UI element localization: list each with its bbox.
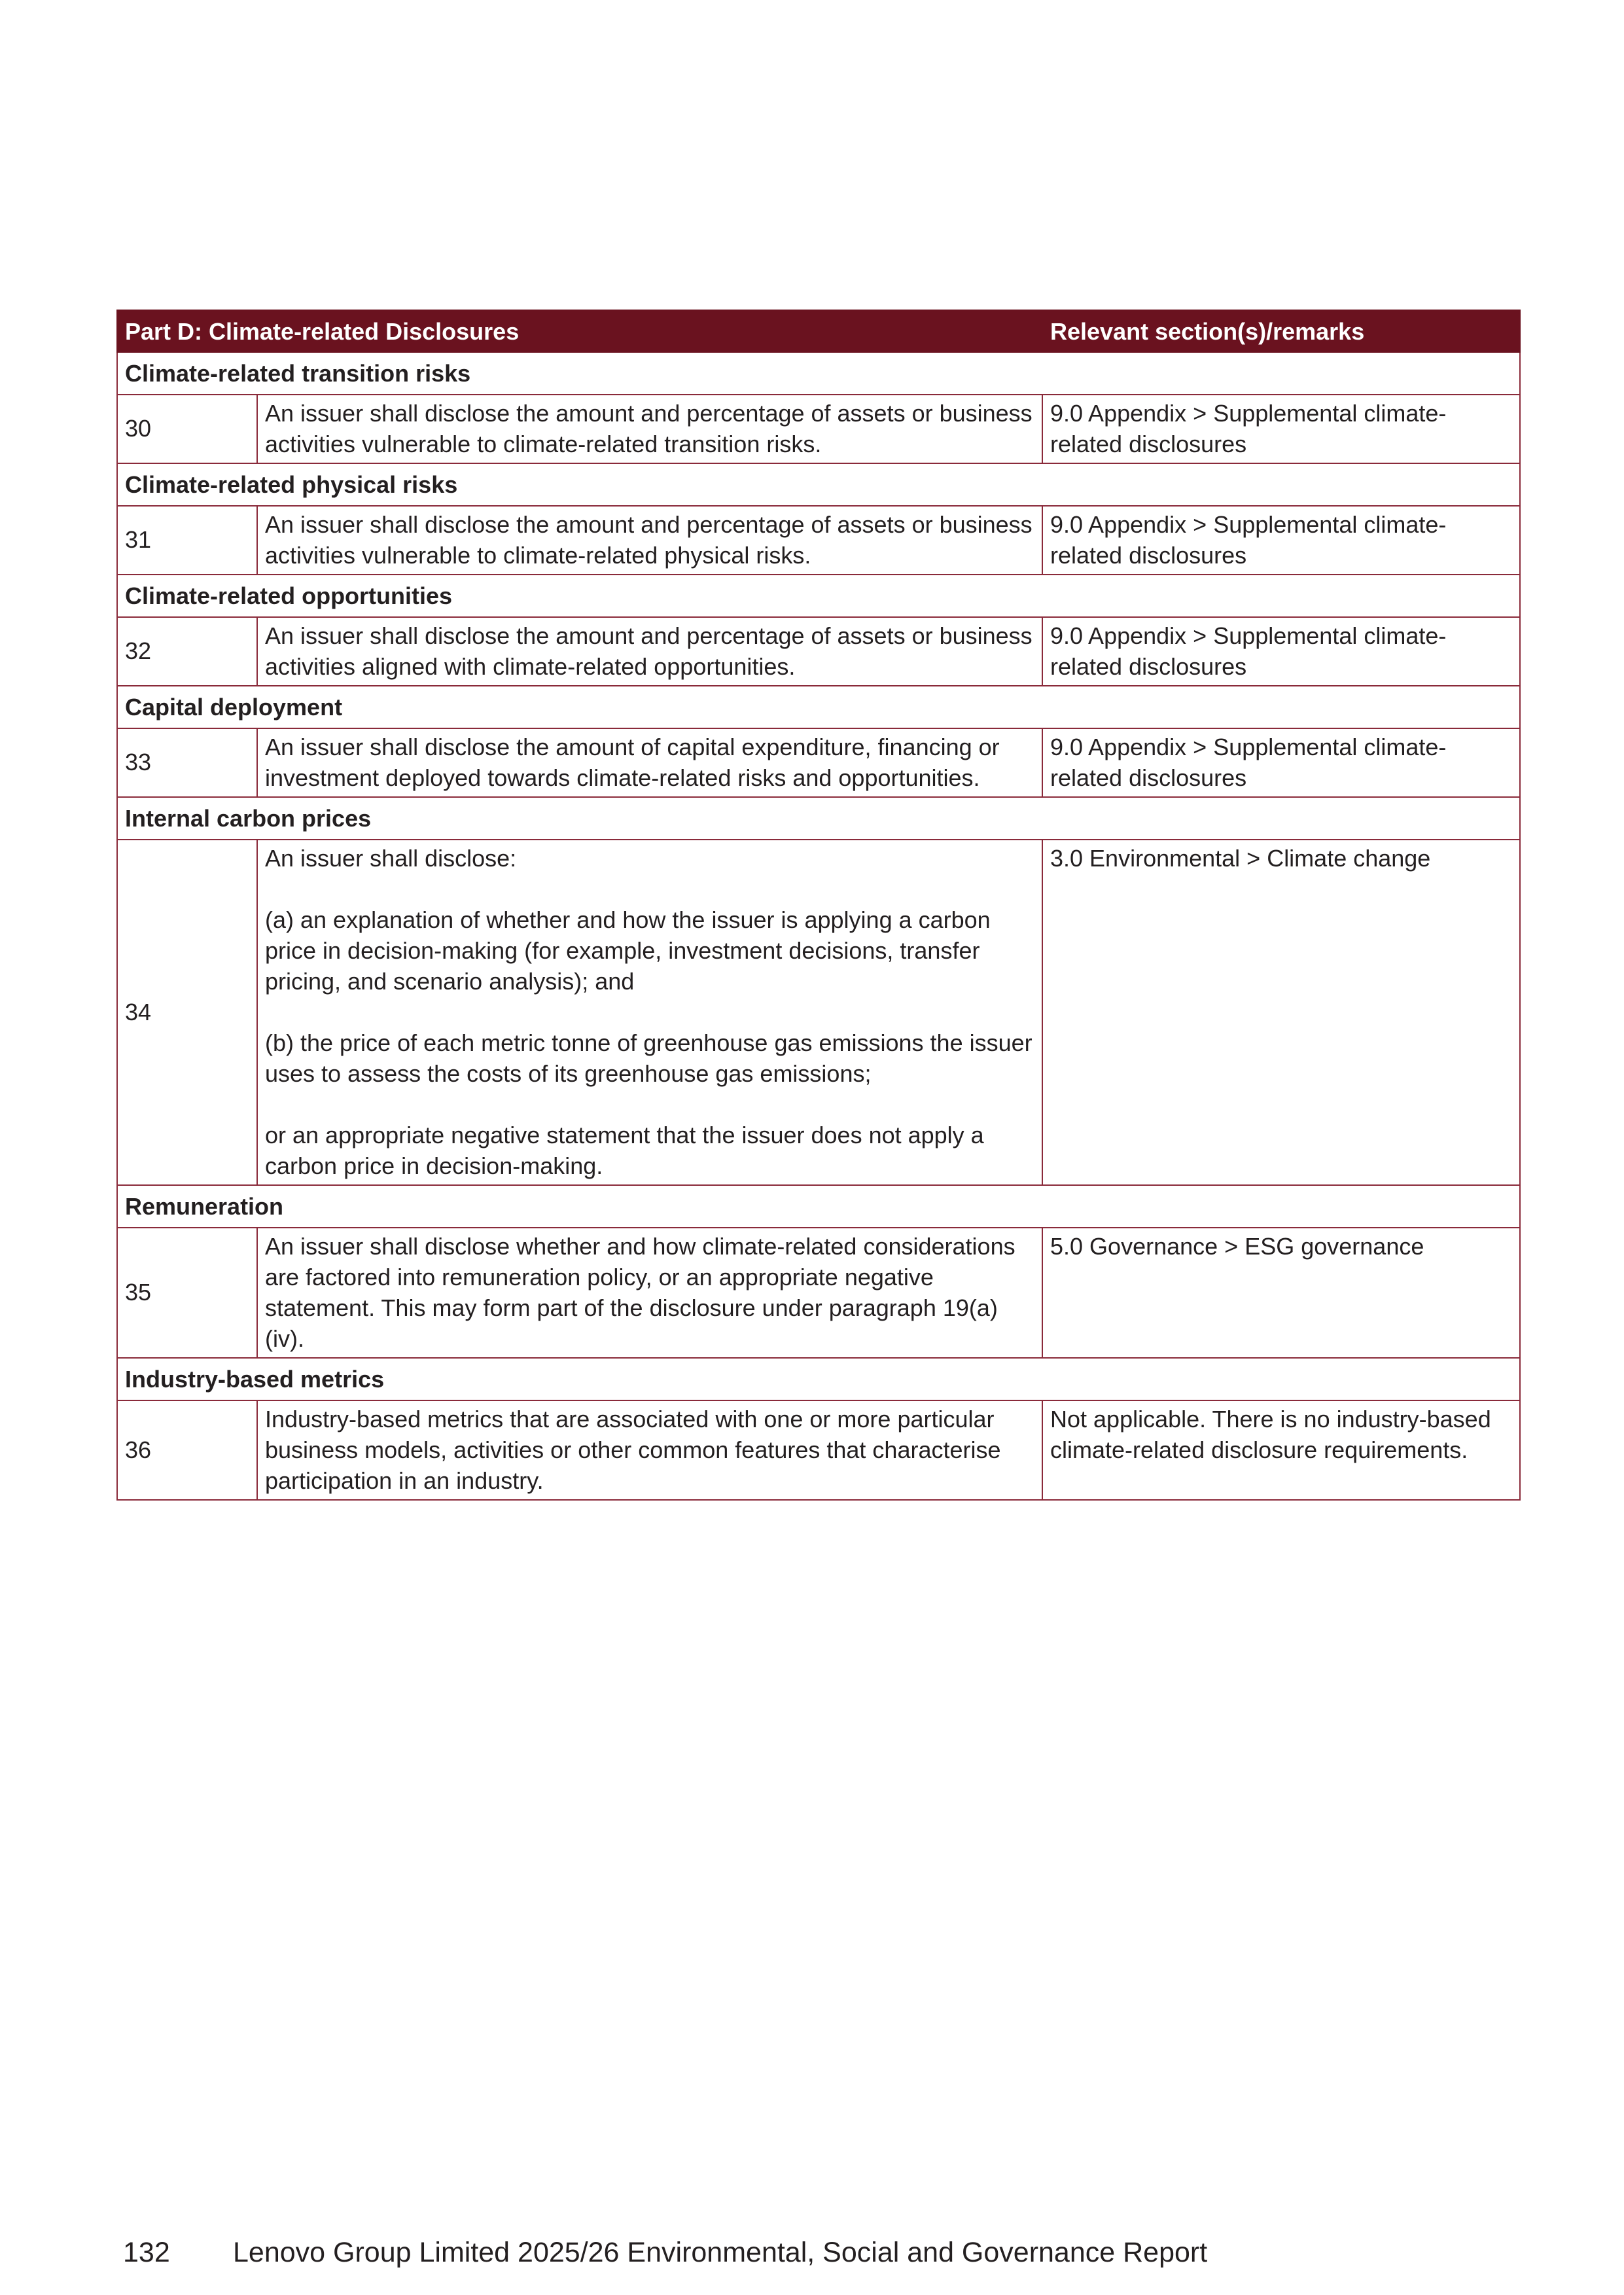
requirement-paragraph: Industry-based metrics that are associated with one or more particular business models, activities or other common features that characterise participation in an industry. xyxy=(265,1406,1001,1494)
disclosure-requirement xyxy=(257,1228,1042,1358)
disclosure-requirement xyxy=(257,617,1042,686)
relevant-section-remark: 9.0 Appendix > Supplemental climate-related disclosures xyxy=(1042,617,1520,686)
relevant-section-remark: 9.0 Appendix > Supplemental climate-related disclosures xyxy=(1042,395,1520,463)
requirement-paragraph: An issuer shall disclose the amount and percentage of assets or business activities vulnerable to climate-related transition risks. xyxy=(265,400,1033,457)
table-body xyxy=(117,352,1520,1500)
row-number: 31 xyxy=(117,506,257,575)
section-heading-row xyxy=(117,686,1520,728)
table-header-row xyxy=(117,310,1520,352)
section-heading-row xyxy=(117,1358,1520,1400)
disclosure-requirement xyxy=(257,728,1042,797)
relevant-section-remark: 5.0 Governance > ESG governance xyxy=(1042,1228,1520,1358)
table-row xyxy=(117,506,1520,575)
requirement-paragraph: An issuer shall disclose whether and how climate-related considerations are factored into remuneration policy, or an appropriate negative statement. This may form part of the disclosure under paragraph 19(a)(iv). xyxy=(265,1233,1015,1352)
report-title: Lenovo Group Limited 2025/26 Environmental, Social and Governance Report xyxy=(233,2237,1208,2268)
table-row xyxy=(117,728,1520,797)
requirement-paragraph: An issuer shall disclose the amount and percentage of assets or business activities aligned with climate-related opportunities. xyxy=(265,622,1033,680)
table-row xyxy=(117,395,1520,463)
section-heading-row xyxy=(117,1185,1520,1228)
relevant-section-remark: 3.0 Environmental > Climate change xyxy=(1042,840,1520,1185)
section-title: Remuneration xyxy=(117,1185,1520,1228)
row-number: 33 xyxy=(117,728,257,797)
section-heading-row xyxy=(117,575,1520,617)
disclosures-table xyxy=(116,310,1521,1501)
table-row xyxy=(117,617,1520,686)
disclosure-requirement xyxy=(257,840,1042,1185)
table-title: Part D: Climate-related Disclosures xyxy=(117,310,1042,352)
section-title: Internal carbon prices xyxy=(117,797,1520,840)
requirement-paragraph: (b) the price of each metric tonne of greenhouse gas emissions the issuer uses to assess the costs of its greenhouse gas emissions; xyxy=(265,1029,1033,1087)
row-number: 36 xyxy=(117,1400,257,1500)
disclosure-requirement xyxy=(257,395,1042,463)
row-number: 34 xyxy=(117,840,257,1185)
table-row xyxy=(117,840,1520,1185)
section-title: Climate-related transition risks xyxy=(117,352,1520,395)
requirement-paragraph: An issuer shall disclose the amount of capital expenditure, financing or investment deployed towards climate-related risks and opportunities. xyxy=(265,734,1000,791)
relevant-section-remark: 9.0 Appendix > Supplemental climate-related disclosures xyxy=(1042,506,1520,575)
disclosure-requirement xyxy=(257,1400,1042,1500)
relevant-section-remark: 9.0 Appendix > Supplemental climate-related disclosures xyxy=(1042,728,1520,797)
section-heading-row xyxy=(117,352,1520,395)
row-number: 32 xyxy=(117,617,257,686)
requirement-paragraph: An issuer shall disclose the amount and percentage of assets or business activities vulnerable to climate-related physical risks. xyxy=(265,511,1033,569)
requirement-paragraph: or an appropriate negative statement that the issuer does not apply a carbon price in decision-making. xyxy=(265,1122,984,1179)
section-heading-row xyxy=(117,463,1520,506)
row-number: 35 xyxy=(117,1228,257,1358)
page-footer xyxy=(123,2234,1207,2271)
relevant-section-remark: Not applicable. There is no industry-based climate-related disclosure requirements. xyxy=(1042,1400,1520,1500)
table-row xyxy=(117,1228,1520,1358)
page-number: 132 xyxy=(123,2237,170,2268)
row-number: 30 xyxy=(117,395,257,463)
disclosure-requirement xyxy=(257,506,1042,575)
section-title: Industry-based metrics xyxy=(117,1358,1520,1400)
section-title: Capital deployment xyxy=(117,686,1520,728)
requirement-paragraph: (a) an explanation of whether and how the issuer is applying a carbon price in decision-making (for example, investment decisions, transfer pricing, and scenario analysis); and xyxy=(265,906,991,995)
section-title: Climate-related physical risks xyxy=(117,463,1520,506)
section-title: Climate-related opportunities xyxy=(117,575,1520,617)
table-row xyxy=(117,1400,1520,1500)
requirement-paragraph: An issuer shall disclose: xyxy=(265,845,517,872)
remarks-column-header: Relevant section(s)/remarks xyxy=(1042,310,1520,352)
section-heading-row xyxy=(117,797,1520,840)
